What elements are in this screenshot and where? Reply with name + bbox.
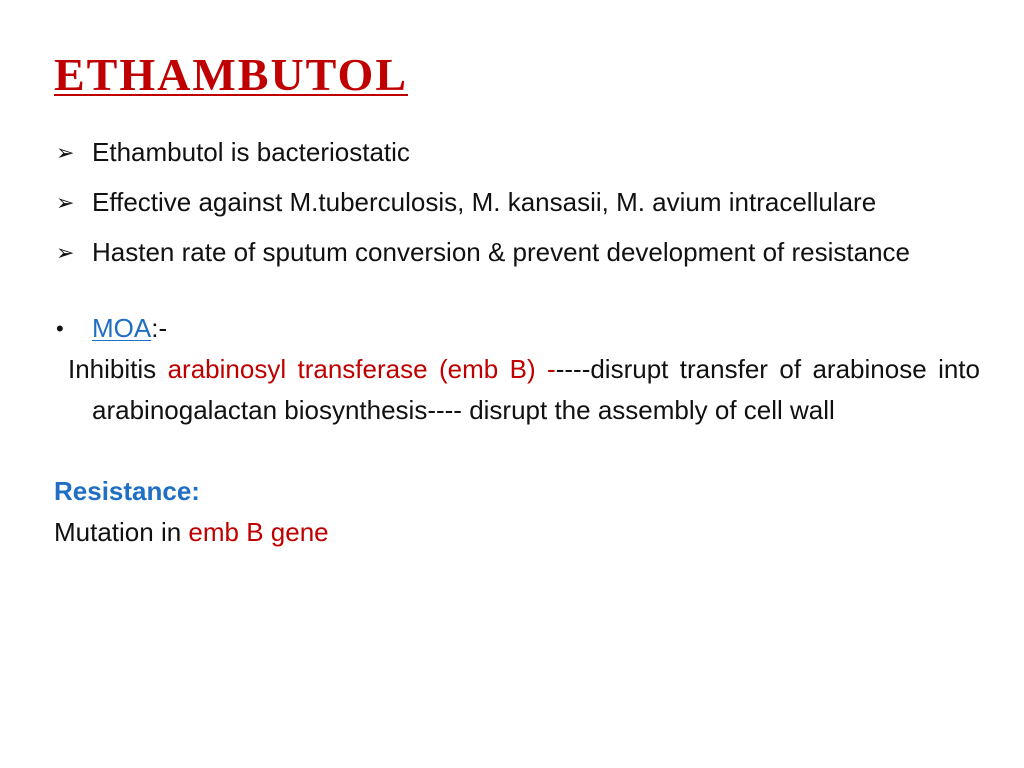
resistance-gene: emb B gene — [188, 517, 329, 547]
arrow-bullet-icon: ➢ — [56, 240, 75, 265]
moa-link[interactable]: MOA — [92, 313, 152, 343]
resistance-text — [54, 512, 980, 553]
resistance-text-before: Mutation in — [54, 517, 189, 547]
arrow-point — [54, 182, 980, 223]
round-bullet-icon: • — [56, 316, 64, 341]
moa-bullet — [54, 308, 980, 349]
slide-content — [54, 132, 980, 553]
arrow-bullet-icon: ➢ — [56, 190, 75, 215]
moa-description — [54, 349, 980, 431]
moa-text-after: ----disrupt transfer of arabinose into arabinogalactan biosynthesis---- disrupt the assembly of cell wall — [92, 354, 980, 425]
point-text: Effective against M.tuberculosis, M. kansasii, M. avium intracellulare — [92, 187, 877, 217]
point-text: Hasten rate of sputum conversion & prevent development of resistance — [92, 237, 910, 267]
point-text: Ethambutol is bacteriostatic — [92, 137, 410, 167]
moa-suffix: :- — [151, 313, 168, 343]
resistance-heading: Resistance: — [54, 476, 200, 506]
moa-enzyme: arabinosyl transferase (emb B) - — [167, 354, 556, 384]
arrow-point — [54, 232, 980, 273]
slide-title: ETHAMBUTOL — [54, 49, 408, 100]
arrow-point — [54, 132, 980, 173]
arrow-bullet-icon: ➢ — [56, 140, 75, 165]
moa-text-before: Inhibitis — [68, 354, 168, 384]
